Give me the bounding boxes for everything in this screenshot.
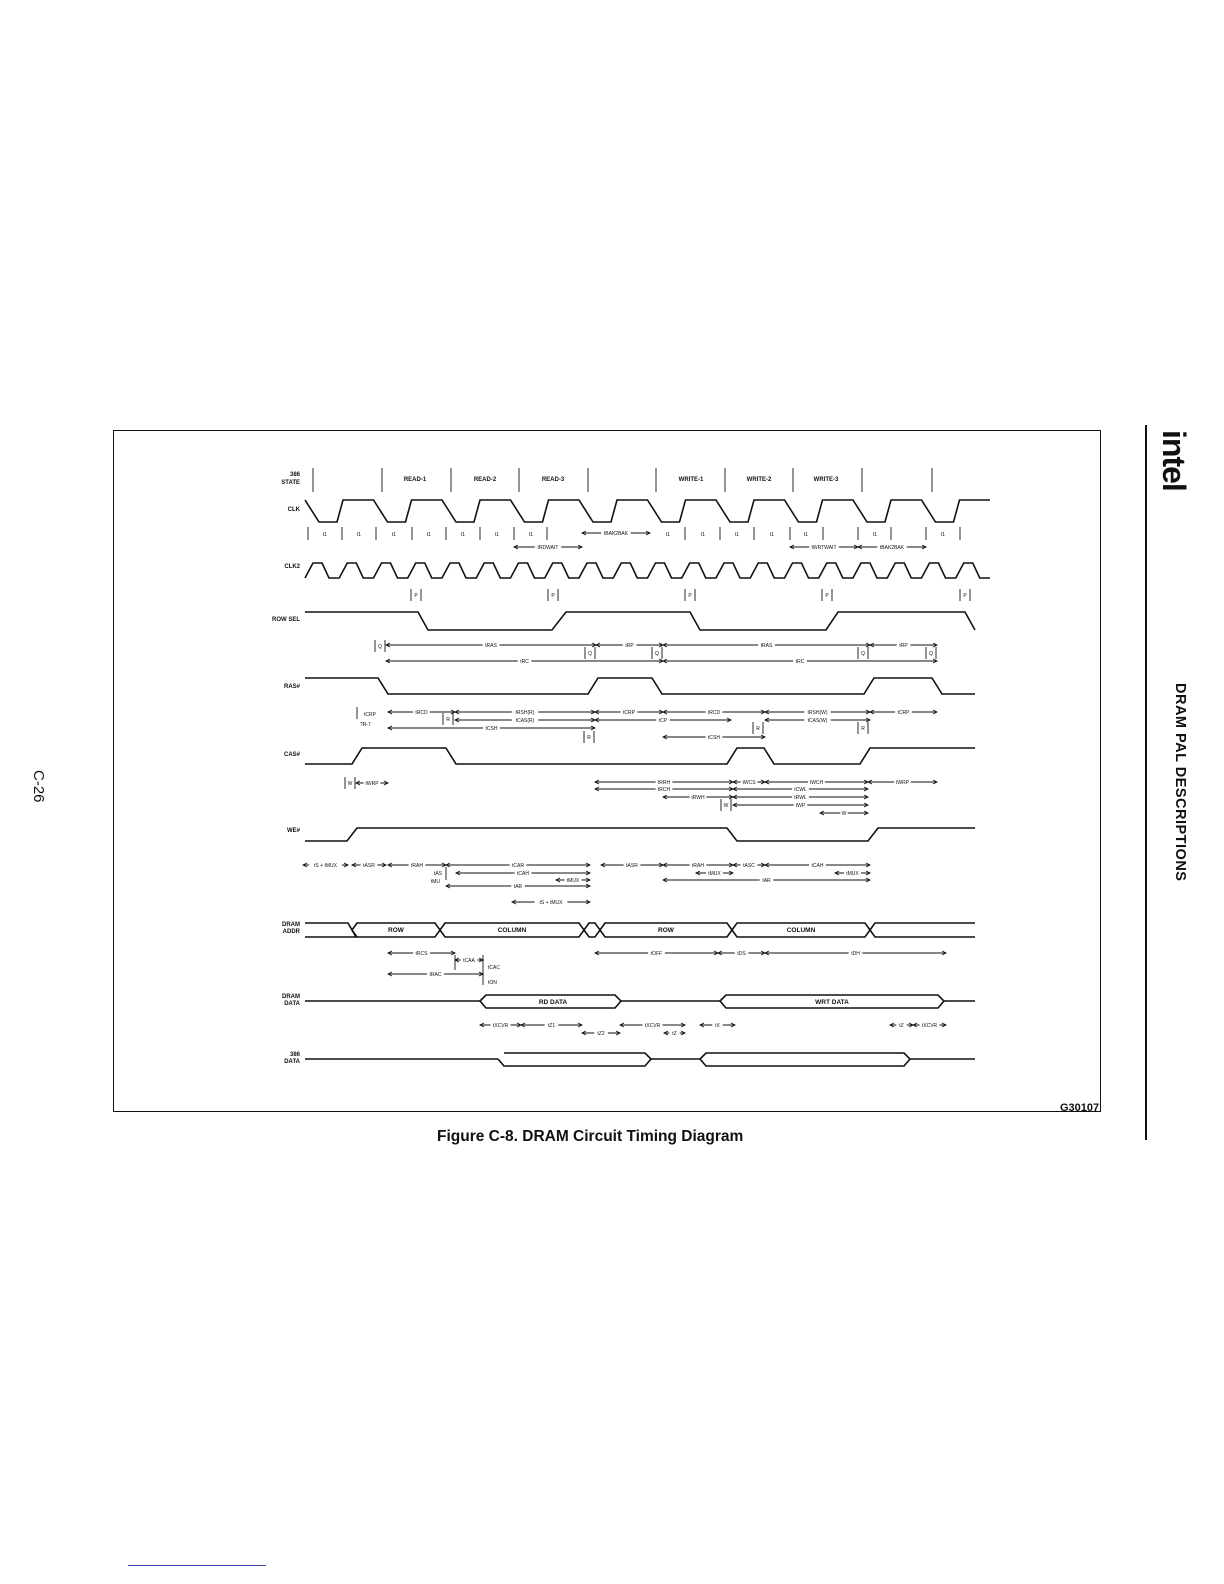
t1-label: t1 [769,532,775,538]
q-marker-5-label: Q [929,651,933,657]
tar-1-label: tAR [513,884,523,890]
signal-label: DATA [284,1001,300,1007]
p-marker-label: P [414,593,418,599]
txcvr-1-label: tXCVR [492,1023,509,1029]
t1-label: t1 [665,532,671,538]
t1-label: t1 [322,532,328,538]
addr-label: ROW [658,927,674,934]
w-marker-1-label: W [347,781,353,787]
tx-label: tX [715,1023,720,1029]
t1-label: t1 [803,532,809,538]
tmu-label: tMU [430,879,440,885]
tras-1-label: tRAS [485,643,497,649]
t1-label: t1 [460,532,466,538]
t1-label: t1 [494,532,500,538]
signal-label: WE# [286,828,300,834]
tasr-2-label: tASR [626,863,638,869]
tmux-2-label: tMUX [708,871,721,877]
signal-label: STATE [281,480,300,486]
tcp-label: tCP [658,718,668,724]
t1-label: t1 [940,532,946,538]
waveforms [305,468,990,1066]
trwl-label: tRWL [794,795,807,801]
t1-label: t1 [872,532,878,538]
clk-wave [305,500,990,522]
tas-label: tAS [433,871,442,877]
r7-label: ?R-7 [360,722,371,728]
t1-label: t1 [734,532,740,538]
rd-data-label: RD DATA [538,999,568,1006]
signal-label: CLK [287,507,300,513]
r-marker-2-label: R [587,735,591,741]
signal-label: DRAM [282,922,300,928]
trah-2-label: tRAH [692,863,704,869]
p-marker-label: P [963,593,967,599]
trc-1-label: tRC [520,659,529,665]
q-marker-3-label: Q [655,651,659,657]
cpu-data-read [498,1053,651,1066]
tcah-1-label: tCAH [517,871,529,877]
tbak2bak-2-label: tBAK2BAK [879,545,905,551]
tmux-3-label: tMUX [846,871,859,877]
tbak2bak-label: tBAK2BAK [603,531,629,537]
addr-segment [584,923,600,937]
p-marker-label: P [825,593,829,599]
tcrp-label: tCRP [364,712,376,718]
tz1-label: tZ1 [547,1023,556,1029]
tmux-1-label: tMUX [566,878,580,884]
timing-annotations [303,530,970,1038]
w-dim-label: W [841,811,847,817]
trwh-label: tRWH [691,795,705,801]
state-label: READ-2 [473,477,497,483]
trp-2-label: tRP [899,643,908,649]
addr-label: COLUMN [497,927,527,934]
t1-label: t1 [356,532,362,538]
ras-wave [305,678,975,694]
trac-label: tRAC [429,972,442,978]
txcvr-2-label: tXCVR [644,1023,661,1029]
cpu-data-write [700,1053,910,1066]
tcrp-3-label: tCRP [897,710,910,716]
figure-id: G30107 [1060,1102,1100,1114]
w-marker-2-label: W [723,803,729,809]
t1-label: t1 [528,532,534,538]
twcs-label: tWCS [742,780,756,786]
t1-label: t1 [426,532,432,538]
r-marker-4-label: R [861,726,865,732]
rowsel-wave [305,612,975,630]
twrp-1-label: tWRP [365,781,379,787]
section-title: DRAM PAL DESCRIPTIONS [1172,683,1188,882]
cas-wave [305,748,975,764]
state-label: READ-3 [541,477,565,483]
addr-tail [870,923,975,937]
t1-label: t1 [700,532,706,538]
q-marker-label: Q [378,644,382,650]
addr-edge-left [305,923,356,937]
trcs-label: tRCS [415,951,428,957]
tcsh-2-label: tCSH [708,735,720,741]
signal-label: RAS# [283,684,300,690]
trrh-label: tRRH [657,780,671,786]
twrp-2-label: tWRP [895,780,910,786]
trsh-w-label: tRSH(W) [807,710,828,716]
p-marker-label: P [551,593,555,599]
trcd-1-label: tRCD [415,710,428,716]
trcd-2-label: tRCD [707,710,721,716]
r-marker-1-label: R [446,717,450,723]
tdh-label: tDH [851,951,860,957]
txcvr-3-label: tXCVR [921,1023,938,1029]
we-wave [305,828,975,841]
tcas-r-label: tCAS(R) [515,718,535,724]
r-marker-3-label: R [756,726,760,732]
twrtwait-label: tWRTWAIT [811,545,837,551]
tcah-2-label: tCAH [811,863,824,869]
intel-logo: intel [1156,430,1192,491]
clk2-wave [305,563,990,578]
tcas-w-label: tCAS(W) [807,718,828,724]
tcaa-label: tCAA [463,958,475,964]
ts-tmux-1-label: tS + tMUX [314,863,337,869]
addr-label: COLUMN [786,927,816,934]
tz2-label: tZ2 [597,1031,605,1037]
ts-tmux-2-label: tS + tMUX [539,900,563,906]
state-label: READ-1 [403,477,427,483]
trah-1-label: tRAH [411,863,423,869]
signal-label: 386 [289,472,300,478]
trdwait-label: tRDWAIT [537,545,559,551]
page-number: C-26 [30,770,47,803]
tcsh-1-label: tCSH [485,726,498,732]
twch-label: tWCH [809,780,824,786]
tras-2-label: tRAS [760,643,773,649]
toff-label: tOFF [650,951,663,957]
signal-label: ROW SEL [272,617,300,623]
tcar-label: tCAR [512,863,524,869]
signal-label: 386 [289,1052,300,1058]
state-label: WRITE-3 [813,477,839,483]
tz-label: tZ [672,1031,677,1037]
signal-label: DRAM [282,994,300,1000]
q-marker-4-label: Q [861,651,865,657]
tz-2-label: tZ [899,1023,904,1029]
tcac-label: tCAC [488,965,500,971]
tcwl-label: tCWL [794,787,807,793]
t1-label: t1 [391,532,397,538]
signal-label: CAS# [283,752,300,758]
signal-labels [272,472,301,1065]
ton-label: tON [488,980,497,986]
addr-label: ROW [388,927,404,934]
figure-caption: Figure C-8. DRAM Circuit Timing Diagram [437,1128,744,1145]
tcrp-2-label: tCRP [623,710,635,716]
tasc-label: tASC [743,863,755,869]
wrt-data-label: WRT DATA [815,999,849,1006]
tar-2-label: tAR [762,878,771,884]
trch-label: tRCH [657,787,671,793]
tds-label: tDS [737,951,746,957]
trsh-r-label: tRSH(R) [515,710,535,716]
state-label: WRITE-1 [678,477,704,483]
trc-2-label: tRC [795,659,805,665]
signal-label: DATA [284,1059,300,1065]
tasr-1-label: tASR [363,863,375,869]
state-label: WRITE-2 [746,477,772,483]
signal-label: CLK2 [284,564,300,570]
q-marker-2-label: Q [588,651,592,657]
signal-label: ADDR [282,929,300,935]
trp-1-label: tRP [625,643,634,649]
p-marker-label: P [688,593,692,599]
twp-label: tWP [795,803,806,809]
